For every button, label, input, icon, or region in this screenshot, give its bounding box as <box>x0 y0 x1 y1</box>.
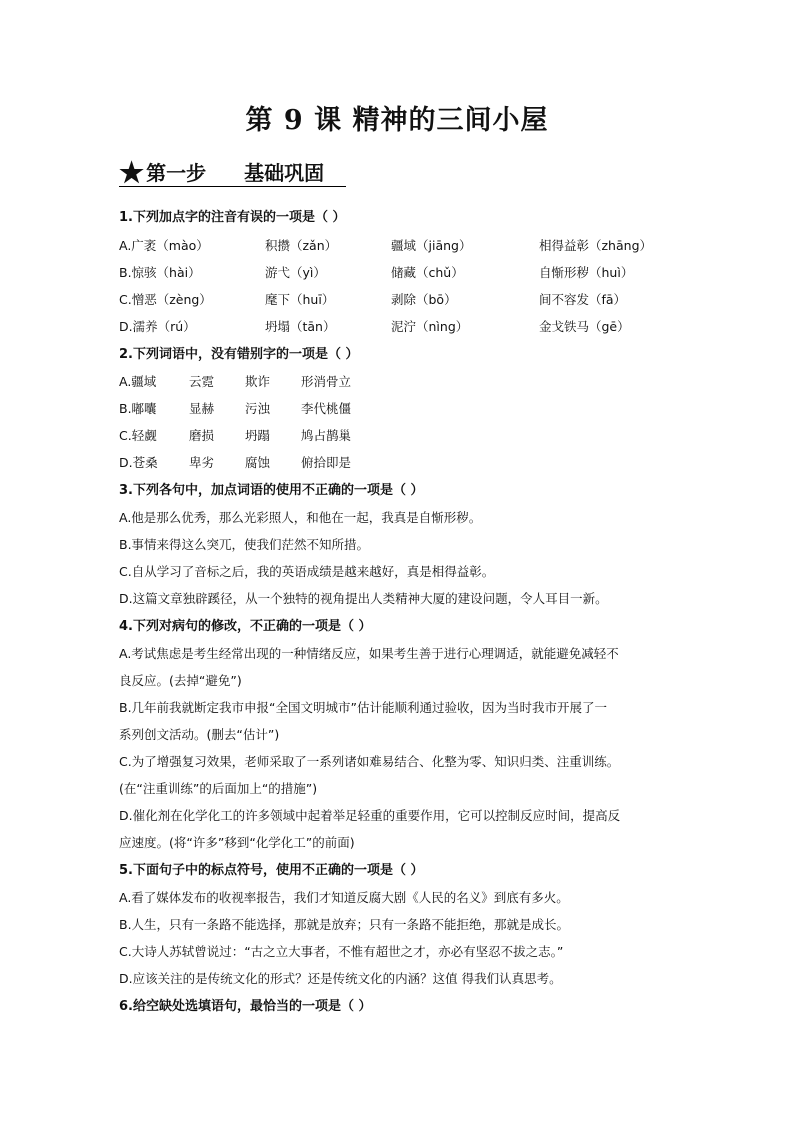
section-name: 基础巩固 <box>244 161 325 185</box>
option-line: 良反应。(去掉“避免”) <box>119 673 242 688</box>
option-cell: 污浊 <box>245 401 271 416</box>
option-cell: 积攒（zǎn） <box>265 238 338 253</box>
option-cell: 游弋（yì） <box>265 265 326 280</box>
option-line: D.催化剂在化学化工的许多领域中起着举足轻重的重要作用，它可以控制反应时间，提高反 <box>119 808 621 823</box>
option-cell: 泥泞（nìng） <box>391 319 469 334</box>
option-line: B.人生，只有一条路不能选择，那就是放弃；只有一条路不能拒绝，那就是成长。 <box>119 917 570 932</box>
option-cell: 形消骨立 <box>301 374 352 389</box>
question-3: 3.下列各句中，加点词语的使用不正确的一项是（ ） <box>119 483 424 498</box>
option-line: 应速度。(将“许多”移到“化学化工”的前面) <box>119 835 355 850</box>
star-icon: ★ <box>119 156 145 189</box>
option-cell: 间不容发（fā） <box>539 292 627 307</box>
option-cell: A.疆域 <box>119 374 157 389</box>
option-cell: 坍塌（tān） <box>265 319 336 334</box>
option-line: (在“注重训练”的后面加上“的措施”) <box>119 781 318 796</box>
option-cell: B.嘟囔 <box>119 401 157 416</box>
question-6: 6.给空缺处选填语句，最恰当的一项是（ ） <box>119 999 372 1014</box>
option-cell: 李代桃僵 <box>301 401 352 416</box>
option-cell: C.憎恶（zèng） <box>119 292 212 307</box>
option-cell: 疆域（jiāng） <box>391 238 472 253</box>
option-cell: 俯拾即是 <box>301 455 352 470</box>
option-cell: A.广袤（mào） <box>119 238 209 253</box>
page-title: 第 9 课 精神的三间小屋 <box>245 105 549 136</box>
option-cell: 鸠占鹊巢 <box>301 428 352 443</box>
section-heading <box>119 156 346 189</box>
option-cell: 相得益彰（zhāng） <box>539 238 653 253</box>
option-cell: 麾下（huī） <box>265 292 335 307</box>
option-cell: B.惊骇（hài） <box>119 265 201 280</box>
option-cell: D.濡养（rú） <box>119 319 196 334</box>
question-1: 1.下列加点字的注音有误的一项是（ ） <box>119 210 346 225</box>
option-line: C.为了增强复习效果，老师采取了一系列诸如难易结合、化整为零、知识归类、注重训练。 <box>119 754 620 769</box>
option-line: D.应该关注的是传统文化的形式？还是传统文化的内涵？这值 得我们认真思考。 <box>119 971 562 986</box>
option-line: D.这篇文章独辟蹊径，从一个独特的视角提出人类精神大厦的建设问题，令人耳目一新。 <box>119 591 608 606</box>
option-line: B.事情来得这么突兀，使我们茫然不知所措。 <box>119 537 370 552</box>
question-2: 2.下列词语中，没有错别字的一项是（ ） <box>119 347 359 362</box>
option-cell: 金戈铁马（gē） <box>539 319 630 334</box>
option-line: B.几年前我就断定我市申报“全国文明城市”估计能顺利通过验收，因为当时我市开展了一 <box>119 700 608 715</box>
option-cell: 显赫 <box>189 401 215 416</box>
option-line: A.他是那么优秀，那么光彩照人，和他在一起，我真是自惭形秽。 <box>119 510 482 525</box>
option-cell: 云霓 <box>189 374 215 389</box>
option-line: A.考试焦虑是考生经常出现的一种情绪反应，如果考生善于进行心理调适，就能避免减轻不 <box>119 646 619 661</box>
option-cell: 欺诈 <box>245 374 271 389</box>
option-line: A.看了媒体发布的收视率报告，我们才知道反腐大剧《人民的名义》到底有多火。 <box>119 890 569 905</box>
option-cell: 剥除（bō） <box>391 292 457 307</box>
option-line: C.自从学习了音标之后，我的英语成绩是越来越好，真是相得益彰。 <box>119 564 495 579</box>
option-line: 系列创文活动。(删去“估计”) <box>119 727 280 742</box>
option-cell: 卑劣 <box>189 455 215 470</box>
option-cell: 自惭形秽（huì） <box>539 265 634 280</box>
question-5: 5.下面句子中的标点符号，使用不正确的一项是（ ） <box>119 863 424 878</box>
option-cell: 腐蚀 <box>245 455 271 470</box>
option-cell: C.轻觑 <box>119 428 157 443</box>
question-4: 4.下列对病句的修改，不正确的一项是（ ） <box>119 619 372 634</box>
option-cell: D.苍桑 <box>119 455 158 470</box>
option-cell: 磨损 <box>189 428 215 443</box>
option-line: C.大诗人苏轼曾说过：“古之立大事者，不惟有超世之才，亦必有坚忍不拔之志。” <box>119 944 564 959</box>
section-step: 第一步 <box>146 161 207 185</box>
option-cell: 坍蹋 <box>245 428 271 443</box>
option-cell: 储藏（chǔ） <box>391 265 464 280</box>
